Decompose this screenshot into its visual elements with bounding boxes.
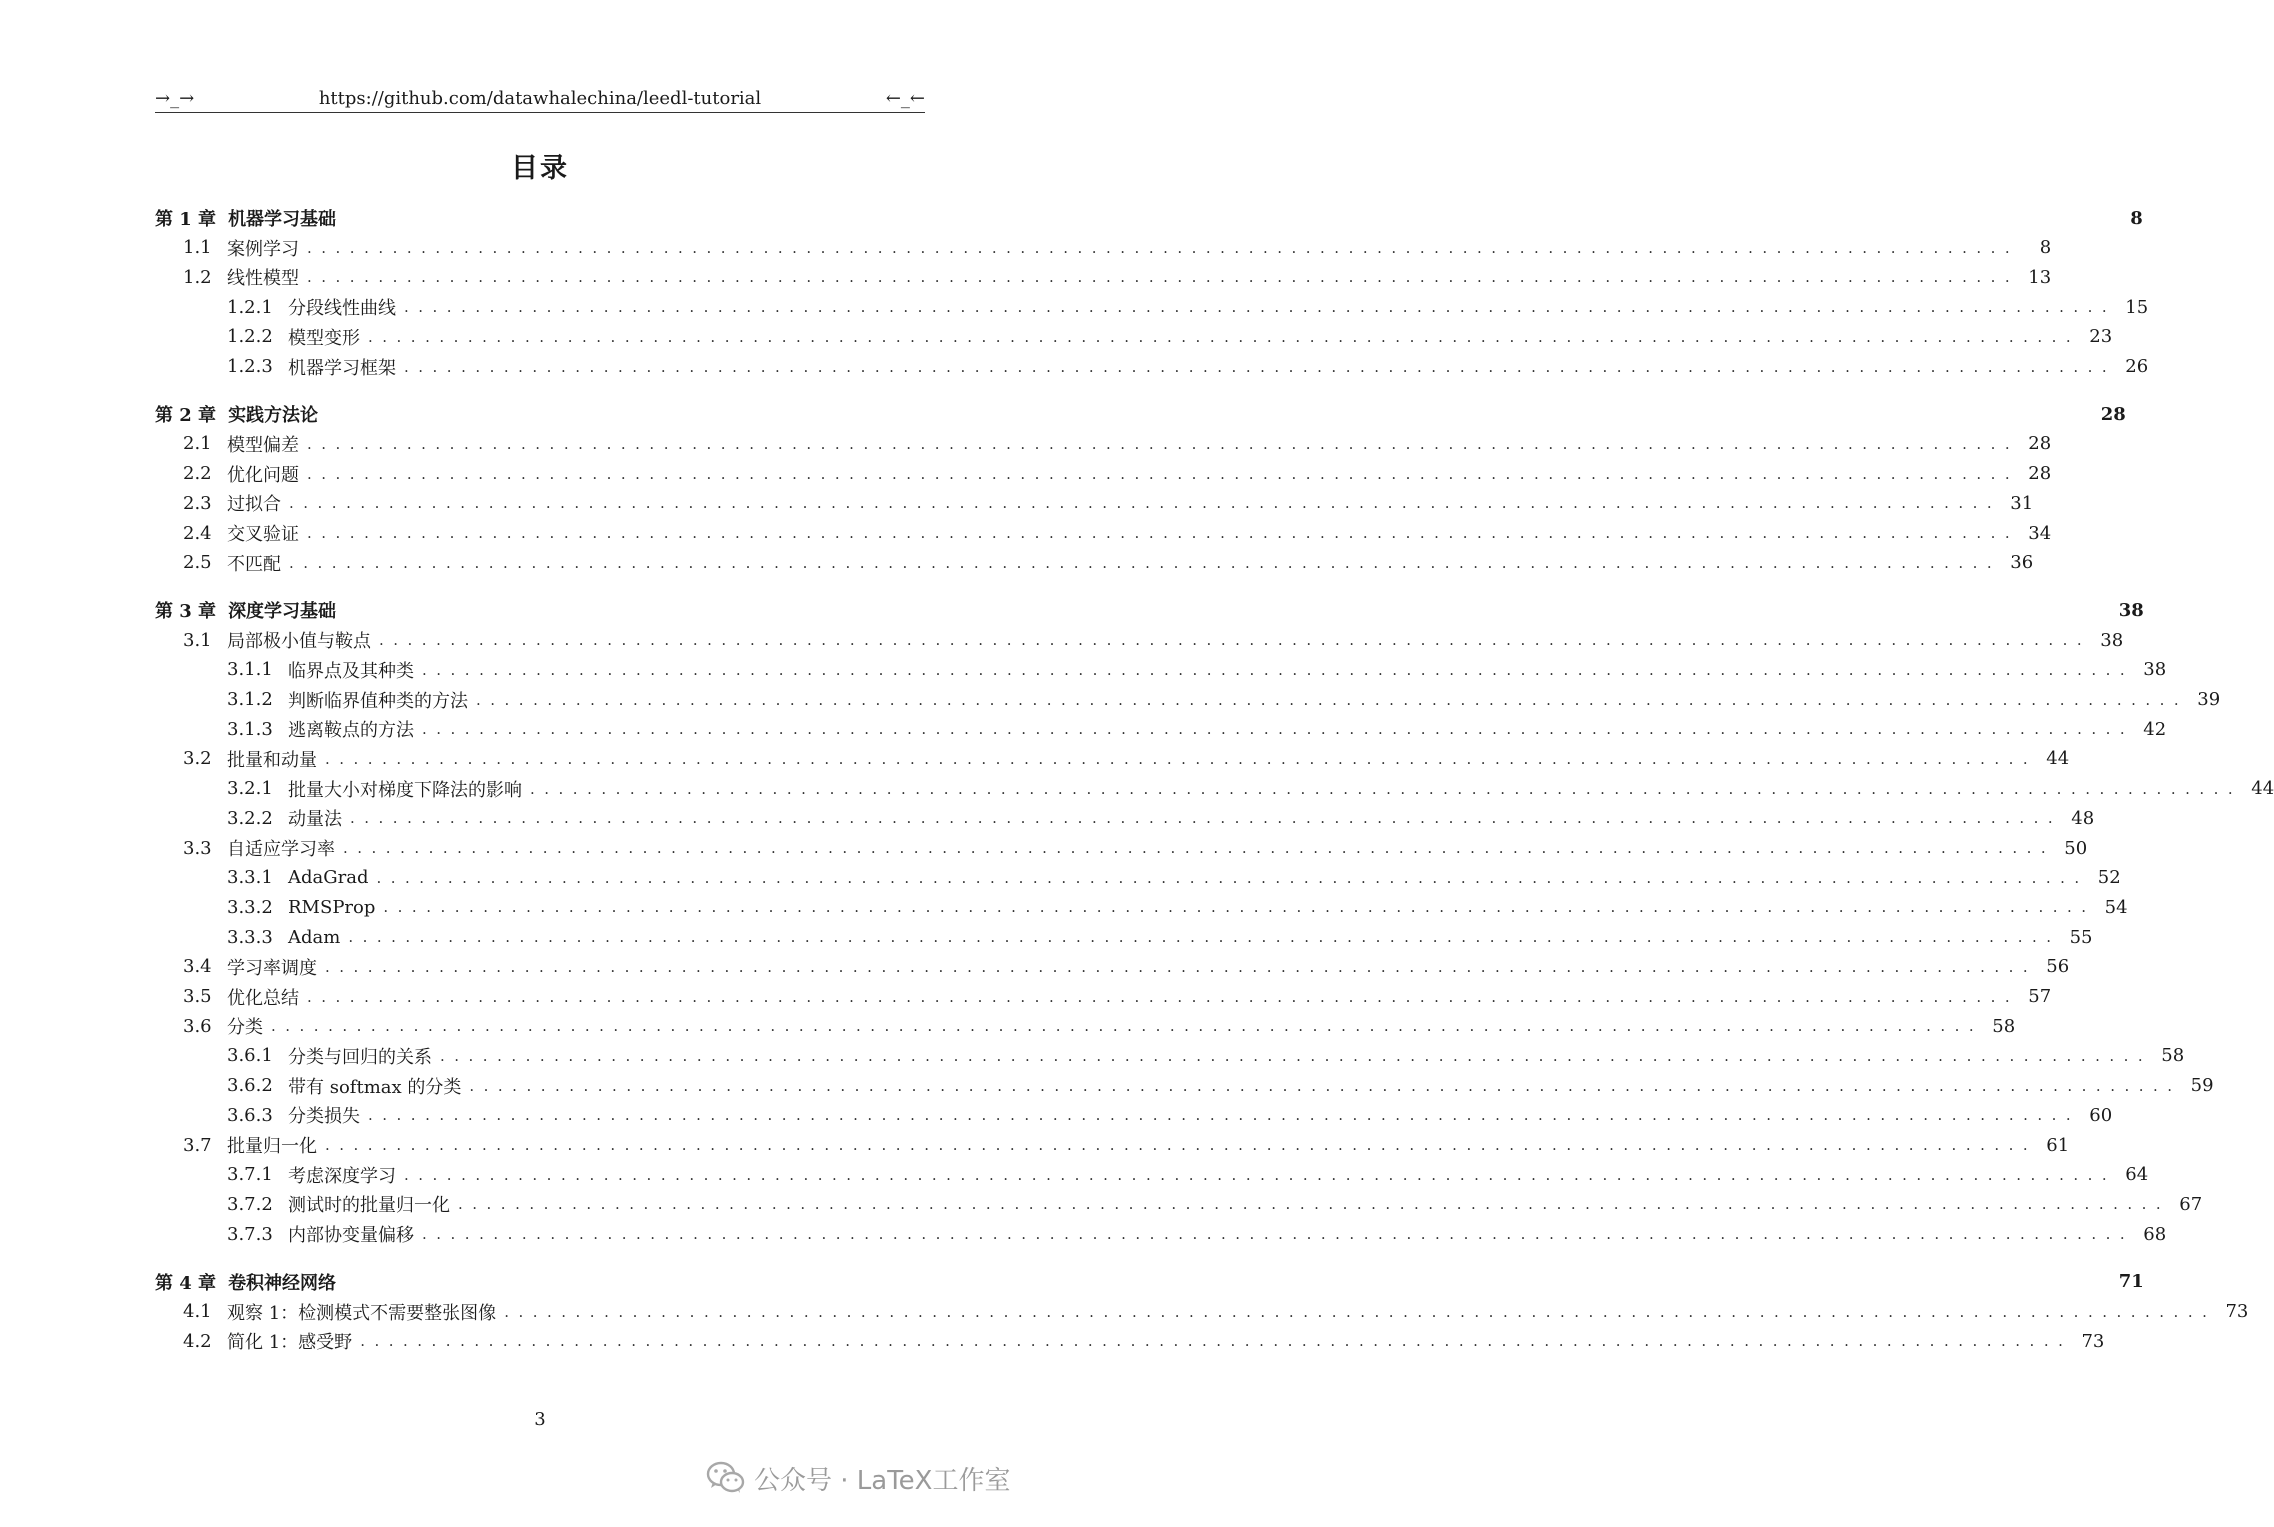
toc-entry-number: 3.2.1: [227, 778, 273, 800]
toc-entry-page: 57: [2028, 986, 2052, 1007]
toc-chapter-entry[interactable]: [155, 203, 2143, 233]
toc-leader-dots: ........................................................................................................................: [307, 464, 2020, 483]
toc-leader-dots: ........................................................................................................................: [469, 1076, 2182, 1095]
toc-section-entry[interactable]: [155, 1041, 2185, 1071]
toc-entry-number: 1.2.3: [227, 356, 273, 377]
toc-entry-title: 考虑深度学习: [288, 1165, 396, 1187]
toc-entry-page: 48: [2071, 807, 2095, 829]
toc-entry-number: 3.2: [183, 748, 212, 770]
toc-entry-number: 3.3.3: [227, 926, 273, 948]
toc-entry-title: 批量归一化: [227, 1136, 317, 1157]
toc-entry-number: 3.1.2: [227, 689, 273, 710]
toc-section-entry[interactable]: [155, 1100, 2113, 1130]
toc-entry-title: AdaGrad: [288, 867, 369, 889]
toc-entry-page: 28: [2100, 403, 2126, 425]
toc-entry-title: 分段线性曲线: [288, 298, 396, 320]
toc-entry-number: 1.2: [183, 266, 212, 288]
toc-leader-dots: ........................................................................................................................: [376, 868, 2089, 887]
toc-section-entry[interactable]: [155, 892, 2128, 922]
toc-entry-title: 深度学习基础: [228, 601, 337, 623]
toc-entry-title: 临界点及其种类: [288, 660, 414, 682]
toc-leader-dots: ........................................................................................................................: [404, 1165, 2117, 1184]
toc-section-entry[interactable]: [155, 982, 2052, 1012]
toc-entry-page: 67: [2179, 1193, 2203, 1215]
toc-entry-page: 58: [2161, 1045, 2185, 1067]
toc-entry-number: 2.2: [183, 463, 212, 485]
toc-section-entry[interactable]: [155, 262, 2052, 292]
toc-leader-dots: ........................................................................................................................: [289, 553, 2002, 572]
toc-section-entry[interactable]: [155, 352, 2149, 382]
toc-section-entry[interactable]: [155, 922, 2093, 952]
toc-section-entry[interactable]: [155, 322, 2113, 352]
toc-entry-title: 判断临界值种类的方法: [288, 690, 468, 712]
toc-entry-title: 简化 1：感受野: [227, 1332, 353, 1354]
toc-leader-dots: ........................................................................................................................: [325, 957, 2038, 976]
toc-leader-dots: ........................................................................................................................: [368, 327, 2081, 346]
toc-entry-title: 批量大小对梯度下降法的影响: [288, 779, 522, 801]
toc-entry-number: 3.7.1: [227, 1164, 273, 1186]
toc-entry-page: 52: [2097, 867, 2121, 889]
toc-entry-page: 28: [2028, 463, 2052, 485]
toc-entry-page: 54: [2104, 896, 2128, 918]
toc-entry-number: 1.2.2: [227, 326, 273, 348]
toc-entry-page: 31: [2010, 492, 2034, 514]
toc-section-entry[interactable]: [155, 459, 2052, 489]
toc-section-entry[interactable]: [155, 233, 2052, 263]
toc-leader-dots: ........................................................................................................................: [458, 1195, 2171, 1214]
toc-entry-page: 38: [2100, 629, 2124, 651]
header-right-arrow: ←_←: [885, 87, 925, 109]
toc-entry-number: 第 4 章: [155, 1272, 217, 1294]
toc-entry-page: 26: [2125, 356, 2149, 377]
watermark: [706, 1458, 1010, 1498]
toc-leader-dots: ........................................................................................................................: [343, 839, 2056, 857]
toc-entry-page: 44: [2046, 748, 2070, 770]
toc-entry-number: 3.3: [183, 837, 212, 859]
toc-entry-page: 38: [2118, 599, 2144, 621]
toc-entry-page: 38: [2143, 659, 2167, 681]
header-url[interactable]: https://github.com/datawhalechina/leedl-tutorial: [318, 87, 762, 109]
toc-leader-dots: ........................................................................................................................: [440, 1046, 2153, 1065]
toc-chapter-entry[interactable]: [155, 399, 2126, 429]
toc-entry-page: 50: [2064, 837, 2088, 859]
toc-entry-number: 3.4: [183, 956, 212, 978]
toc-leader-dots: ........................................................................................................................: [307, 434, 2020, 453]
toc-section-entry[interactable]: [155, 803, 2095, 833]
toc-leader-dots: ........................................................................................................................: [348, 928, 2061, 947]
toc-leader-dots: ........................................................................................................................: [404, 357, 2117, 376]
toc-section-entry[interactable]: [155, 429, 2052, 459]
toc-entry-title: RMSProp: [288, 896, 376, 918]
toc-entry-title: 观察 1：检测模式不需要整张图像: [227, 1302, 497, 1324]
toc-leader-dots: ........................................................................................................................: [383, 898, 2096, 917]
toc-entry-title: 机器学习框架: [288, 357, 396, 379]
toc-entry-number: 3.3.2: [227, 896, 273, 918]
toc-entry-title: 优化问题: [227, 464, 299, 486]
toc-entry-page: 71: [2118, 1271, 2144, 1293]
toc-leader-dots: ........................................................................................................................: [476, 690, 2189, 709]
toc-entry-number: 2.3: [183, 492, 212, 514]
toc-leader-dots: ........................................................................................................................: [504, 1302, 2217, 1321]
toc-entry-title: 优化总结: [227, 987, 299, 1009]
toc-entry-page: 55: [2069, 926, 2093, 948]
toc-entry-title: 局部极小值与鞍点: [227, 631, 371, 653]
toc-leader-dots: ........................................................................................................................: [307, 524, 2020, 542]
toc-section-entry[interactable]: [155, 685, 2221, 715]
toc-leader-dots: ........................................................................................................................: [325, 749, 2038, 768]
toc-entry-number: 第 3 章: [155, 601, 217, 623]
toc-leader-dots: ........................................................................................................................: [368, 1106, 2081, 1125]
toc-entry-title: 分类: [227, 1017, 263, 1039]
toc-entry-page: 8: [2130, 207, 2143, 229]
toc-chapter-entry[interactable]: [155, 1267, 2144, 1297]
toc-section-entry[interactable]: [155, 1011, 2016, 1041]
toc-leader-dots: ........................................................................................................................: [404, 298, 2117, 317]
toc-leader-dots: ........................................................................................................................: [350, 809, 2063, 828]
toc-entry-number: 3.7: [183, 1134, 212, 1156]
toc-section-entry[interactable]: [155, 833, 2088, 863]
toc-entry-number: 2.5: [183, 552, 212, 574]
toc-entry-number: 3.7.3: [227, 1223, 273, 1245]
toc-entry-number: 第 1 章: [155, 209, 217, 230]
header-left-arrow: →_→: [155, 87, 195, 109]
toc-entry-title: 测试时的批量归一化: [288, 1195, 450, 1217]
toc-entry-page: 58: [1992, 1015, 2016, 1037]
toc-section-entry[interactable]: [155, 655, 2167, 685]
page-title: 目录: [511, 153, 569, 184]
toc-section-entry[interactable]: [155, 292, 2149, 322]
toc-entry-page: 68: [2143, 1223, 2167, 1245]
toc-entry-title: 实践方法论: [228, 405, 319, 427]
toc-leader-dots: ........................................................................................................................: [422, 1225, 2135, 1244]
toc-entry-number: 1.1: [183, 237, 212, 259]
toc-entry-page: 34: [2028, 522, 2052, 544]
toc-entry-title: 机器学习基础: [228, 209, 337, 230]
toc-entry-number: 3.7.2: [227, 1193, 273, 1215]
toc-entry-number: 2.1: [183, 433, 212, 455]
toc-entry-page: 39: [2197, 689, 2221, 710]
toc-leader-dots: ........................................................................................................................: [422, 720, 2135, 739]
toc-entry-number: 4.2: [183, 1330, 212, 1352]
toc-entry-number: 3.1.3: [227, 718, 273, 740]
toc-entry-page: 59: [2190, 1075, 2214, 1097]
toc-entry-title: 分类损失: [288, 1106, 360, 1128]
toc-entry-page: 23: [2089, 326, 2113, 348]
toc-entry-number: 2.4: [183, 522, 212, 544]
toc-entry-number: 3.6.3: [227, 1104, 273, 1126]
toc-leader-dots: ........................................................................................................................: [360, 1332, 2073, 1351]
toc-section-entry[interactable]: [155, 714, 2167, 744]
toc-entry-title: 带有 softmax 的分类: [288, 1076, 462, 1098]
toc-entry-number: 3.6: [183, 1015, 212, 1037]
toc-entry-number: 1.2.1: [227, 296, 273, 318]
toc-entry-title: 分类与回归的关系: [288, 1046, 432, 1068]
toc-entry-page: 73: [2225, 1301, 2249, 1322]
toc-section-entry[interactable]: [155, 488, 2034, 518]
toc-entry-page: 36: [2010, 552, 2034, 574]
toc-entry-page: 15: [2125, 296, 2149, 318]
toc-section-entry[interactable]: [155, 1071, 2214, 1101]
toc-leader-dots: ........................................................................................................................: [289, 494, 2002, 513]
page-number: 3: [534, 1409, 546, 1430]
watermark-text: 公众号 · LaTeX工作室: [754, 1465, 1011, 1496]
toc-entry-number: 3.3.1: [227, 867, 273, 889]
toc-entry-title: 过拟合: [227, 494, 281, 516]
toc-entry-page: 61: [2046, 1134, 2070, 1156]
toc-entry-page: 64: [2125, 1164, 2149, 1186]
toc-entry-number: 4.1: [183, 1301, 212, 1322]
toc-section-entry[interactable]: [155, 744, 2070, 774]
toc-entry-number: 3.1.1: [227, 659, 273, 681]
toc-leader-dots: ........................................................................................................................: [307, 268, 2020, 287]
toc-section-entry[interactable]: [155, 1219, 2167, 1249]
toc-entry-number: 3.2.2: [227, 807, 273, 829]
toc-leader-dots: ........................................................................................................................: [307, 238, 2020, 257]
toc-entry-number: 3.5: [183, 986, 212, 1007]
toc-entry-number: 3.6.2: [227, 1075, 273, 1097]
page-header: [155, 84, 925, 113]
toc-entry-page: 13: [2028, 266, 2052, 288]
toc-section-entry[interactable]: [155, 1160, 2149, 1190]
toc-leader-dots: ........................................................................................................................: [325, 1136, 2038, 1154]
toc-entry-page: 56: [2046, 956, 2070, 978]
toc-section-entry[interactable]: [155, 1297, 2249, 1327]
toc-leader-dots: ........................................................................................................................: [271, 1017, 1984, 1036]
toc-leader-dots: ........................................................................................................................: [422, 660, 2135, 679]
toc-entry-title: 批量和动量: [227, 749, 317, 771]
toc-entry-page: 60: [2089, 1104, 2113, 1126]
toc-entry-title: 线性模型: [227, 268, 299, 290]
toc-leader-dots: ........................................................................................................................: [307, 987, 2020, 1006]
toc-entry-title: 动量法: [288, 809, 342, 831]
toc-entry-page: 8: [2039, 237, 2052, 259]
toc-section-entry[interactable]: [155, 863, 2121, 893]
toc-leader-dots: ........................................................................................................................: [379, 631, 2092, 650]
toc-entry-title: 逃离鞍点的方法: [288, 720, 414, 742]
toc-entry-page: 42: [2143, 718, 2167, 740]
toc-entry-title: 卷积神经网络: [228, 1272, 337, 1294]
toc-entry-title: 交叉验证: [227, 524, 299, 545]
toc-entry-number: 3.1: [183, 629, 212, 651]
toc-entry-title: 案例学习: [227, 238, 299, 260]
toc-section-entry[interactable]: [155, 1189, 2203, 1219]
toc-section-entry[interactable]: [155, 1130, 2070, 1160]
toc-section-entry[interactable]: [155, 1326, 2105, 1356]
toc-entry-title: 内部协变量偏移: [288, 1225, 414, 1247]
toc-entry-page: 28: [2028, 433, 2052, 455]
toc-entry-title: Adam: [288, 926, 341, 948]
toc-section-entry[interactable]: [155, 518, 2052, 548]
toc-entry-page: 73: [2081, 1330, 2105, 1352]
toc-entry-title: 模型偏差: [227, 434, 299, 456]
toc-entry-title: 学习率调度: [227, 957, 317, 979]
toc-entry-title: 不匹配: [227, 553, 281, 575]
toc-entry-title: 模型变形: [288, 327, 360, 349]
toc-entry-number: 3.6.1: [227, 1045, 273, 1067]
toc-section-entry[interactable]: [155, 774, 2274, 804]
toc-entry-number: 第 2 章: [155, 405, 217, 427]
toc-section-entry[interactable]: [155, 548, 2034, 578]
toc-section-entry[interactable]: [155, 952, 2070, 982]
toc-leader-dots: ........................................................................................................................: [530, 779, 2243, 798]
toc-entry-page: 44: [2251, 778, 2274, 800]
toc-section-entry[interactable]: [155, 625, 2124, 655]
wechat-icon: [706, 1461, 746, 1495]
toc-chapter-entry[interactable]: [155, 595, 2144, 625]
toc-entry-title: 自适应学习率: [227, 839, 335, 860]
